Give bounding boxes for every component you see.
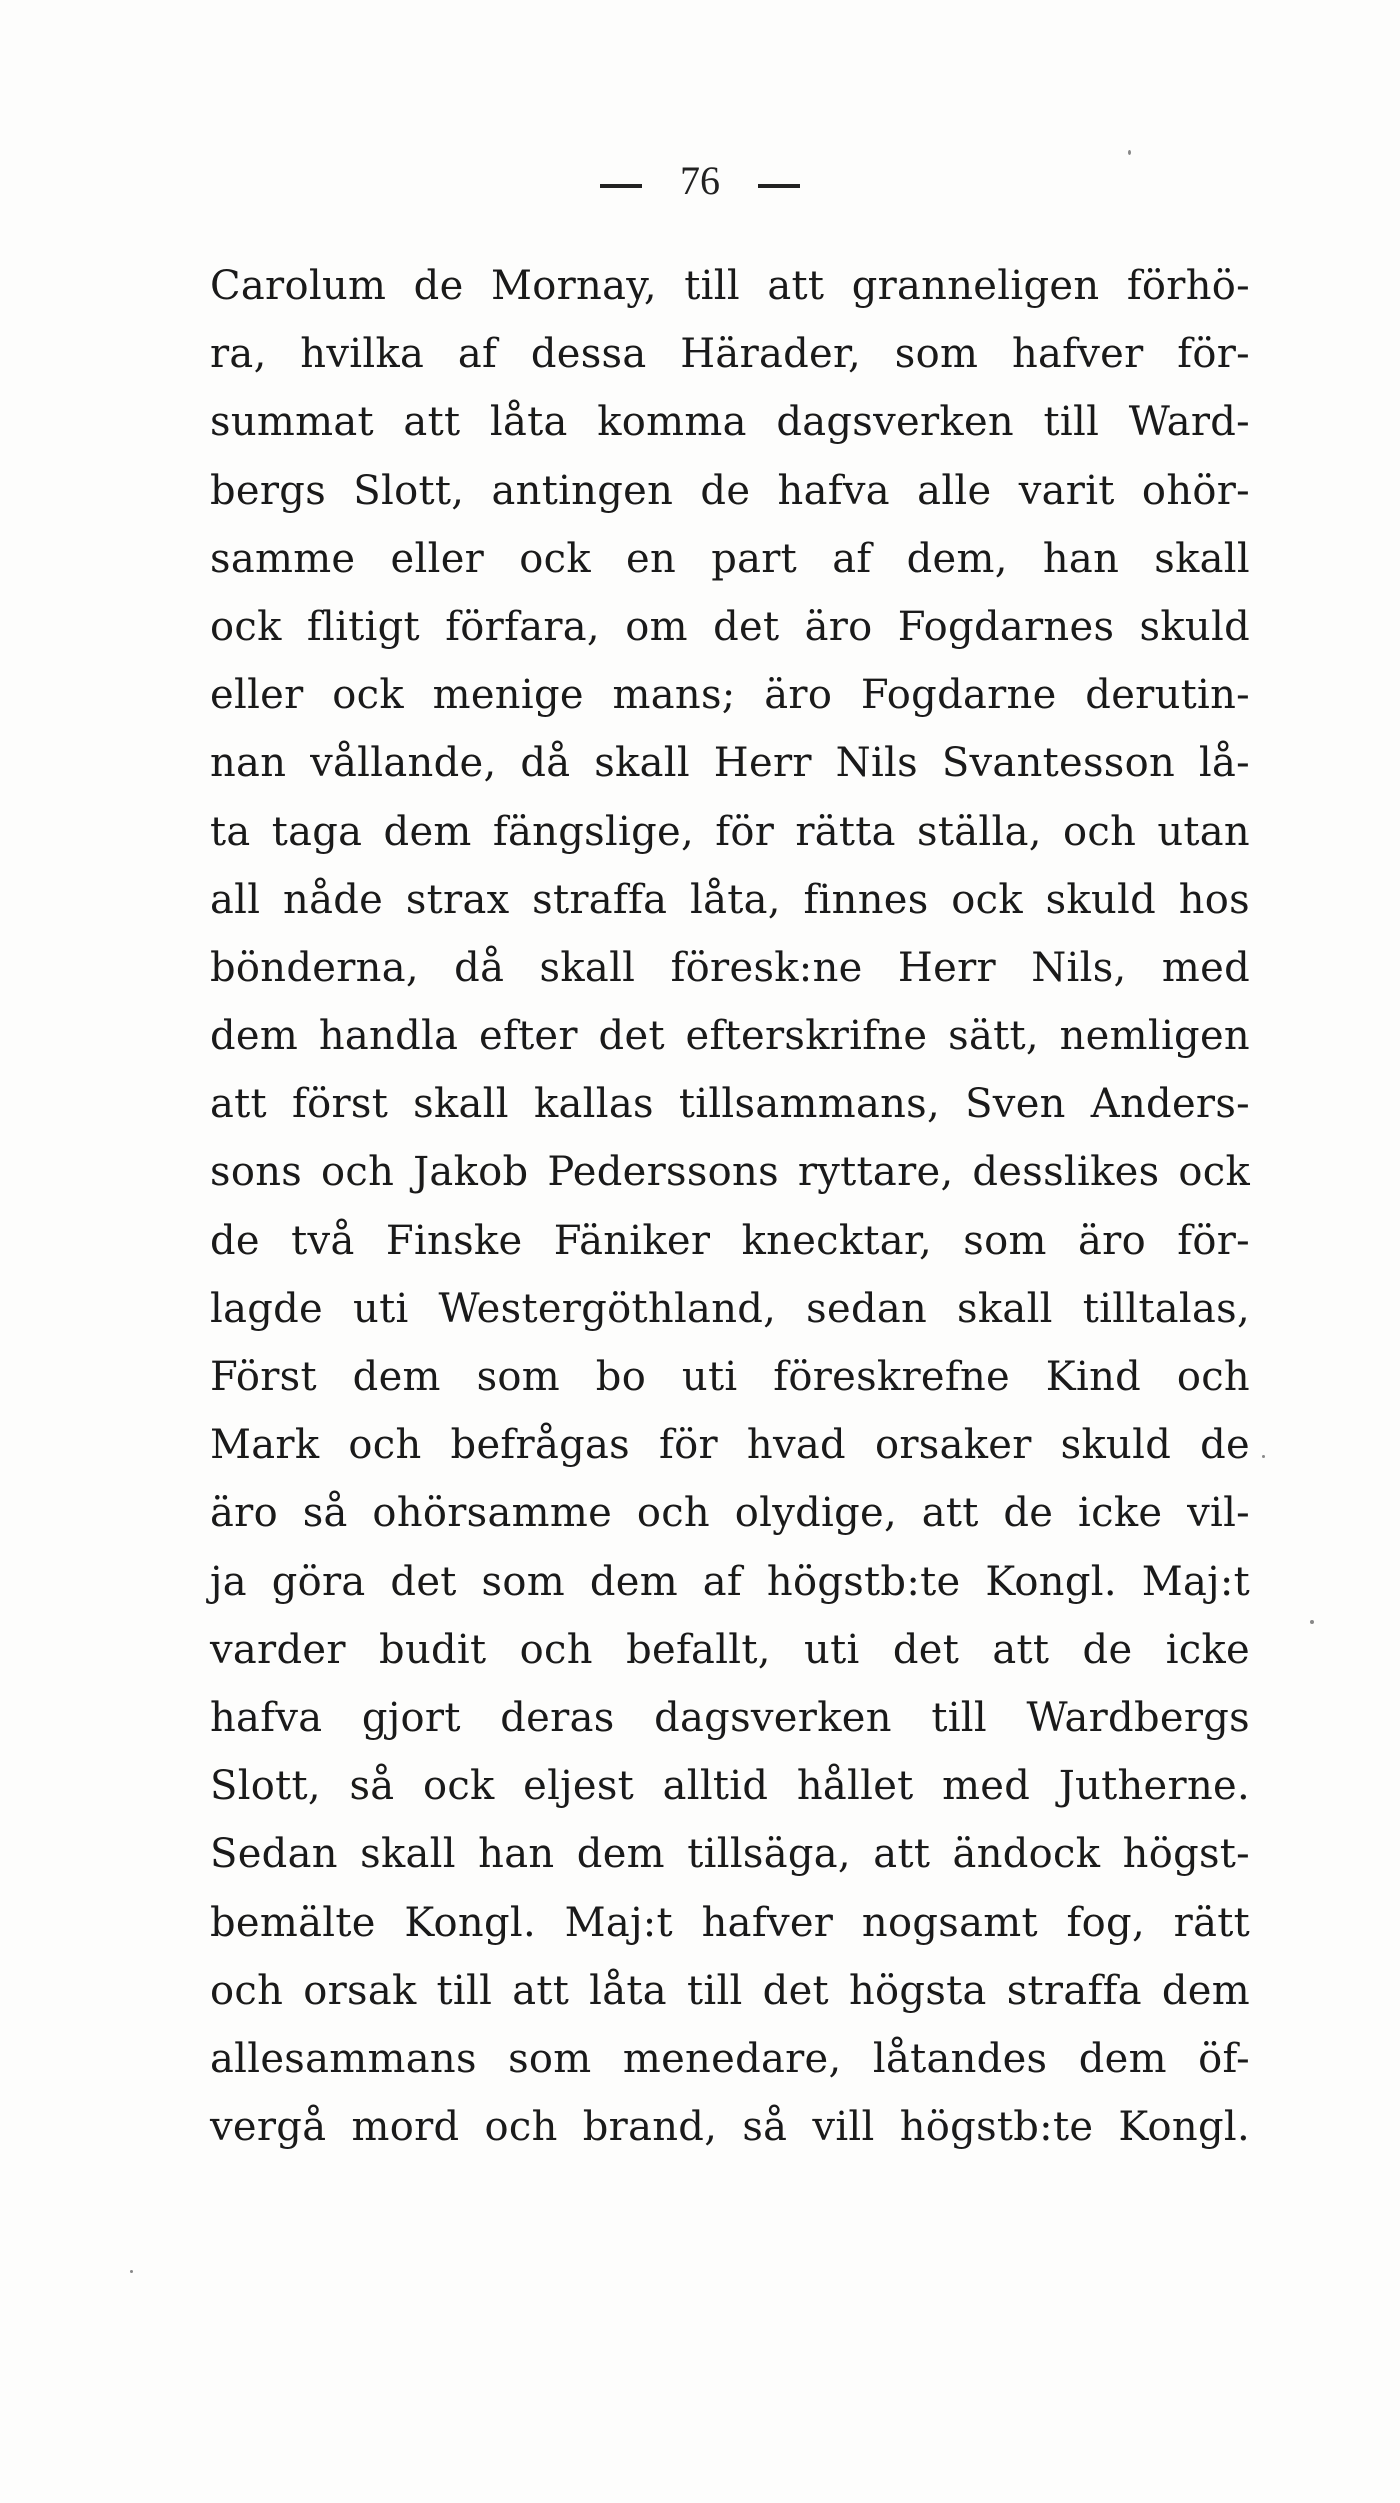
text-line: vergå mord och brand, så vill högstb:te Kongl. <box>210 2104 1250 2151</box>
text-line: Först dem som bo uti föreskrefne Kind och <box>210 1354 1250 1400</box>
text-line: ja göra det som dem af högstb:te Kongl. Maj:t <box>210 1558 1250 1605</box>
header-dash-right <box>758 184 800 188</box>
text-line: all nåde strax straffa låta, finnes ock skuld hos <box>210 876 1250 923</box>
text-line: nan vållande, då skall Herr Nils Svantesson lå- <box>210 740 1250 787</box>
text-line: hafva gjort deras dagsverken till Wardbergs <box>210 1694 1250 1741</box>
text-line: Slott, så ock eljest alltid hållet med Jutherne. <box>210 1763 1250 1810</box>
body-text <box>210 252 1250 2161</box>
text-line: och orsak till att låta till det högsta straffa dem <box>210 1967 1250 2014</box>
text-line: Carolum de Mornay, till att granneligen förhö- <box>210 263 1250 309</box>
text-line: Sedan skall han dem tillsäga, att ändock högst- <box>210 1831 1250 1878</box>
page-header <box>0 150 1400 210</box>
text-line: bergs Slott, antingen de hafva alle varit ohör- <box>210 467 1250 514</box>
paper-speck <box>130 2270 133 2273</box>
text-line: allesammans som menedare, låtandes dem öf- <box>210 2035 1250 2082</box>
text-line: de två Finske Fäniker knecktar, som äro för- <box>210 1217 1250 1264</box>
paper-speck <box>1310 1620 1314 1624</box>
text-line: bemälte Kongl. Maj:t hafver nogsamt fog, rätt <box>210 1899 1250 1946</box>
text-line: eller ock menige mans; äro Fogdarne derutin- <box>210 672 1250 719</box>
page-number: 76 <box>680 157 720 203</box>
text-line: ock flitigt förfara, om det äro Fogdarnes skuld <box>210 603 1250 650</box>
text-line: varder budit och befallt, uti det att de icke <box>210 1626 1250 1673</box>
header-dash-left <box>600 184 642 188</box>
paper-speck <box>1128 150 1131 155</box>
paper-speck <box>1262 1455 1265 1458</box>
text-line: bönderna, då skall föresk:ne Herr Nils, med <box>210 944 1250 991</box>
text-line: summat att låta komma dagsverken till Ward- <box>210 399 1250 446</box>
text-line: äro så ohörsamme och olydige, att de icke vil- <box>210 1490 1250 1537</box>
text-line: att först skall kallas tillsammans, Sven Anders- <box>210 1081 1250 1128</box>
text-line: ta taga dem fängslige, för rätta ställa, och utan <box>210 808 1250 855</box>
text-line: Mark och befrågas för hvad orsaker skuld de <box>210 1422 1250 1469</box>
text-line: ra, hvilka af dessa Härader, som hafver för- <box>210 331 1250 378</box>
text-line: lagde uti Westergöthland, sedan skall tilltalas, <box>210 1285 1250 1332</box>
text-line: dem handla efter det efterskrifne sätt, nemligen <box>210 1013 1250 1060</box>
text-line: samme eller ock en part af dem, han skall <box>210 535 1250 582</box>
text-line: sons och Jakob Pederssons ryttare, desslikes ock <box>210 1149 1250 1196</box>
